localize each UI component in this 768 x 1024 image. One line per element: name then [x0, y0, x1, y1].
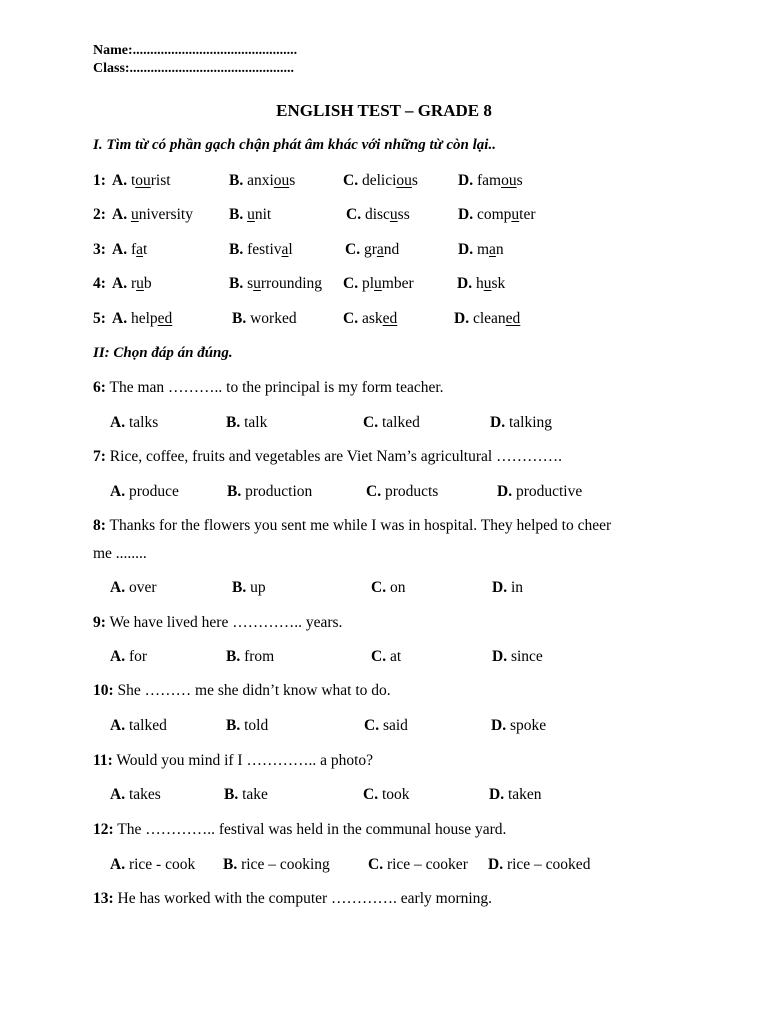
option-a: A. helped — [112, 310, 173, 327]
option-c: C. delicious — [343, 172, 418, 189]
option-d: D. productive — [497, 483, 583, 500]
option-c: C. plumber — [343, 275, 414, 292]
option-a: A. talks — [110, 414, 159, 431]
option-d: D. computer — [458, 206, 536, 223]
option-b: B. festival — [229, 241, 293, 258]
option-c: C. said — [364, 717, 408, 734]
option-d: D. talking — [490, 414, 553, 431]
option-d: D. spoke — [491, 717, 547, 734]
option-a: A. tourist — [112, 172, 171, 189]
option-d: D. since — [492, 648, 543, 665]
option-b: B. up — [232, 579, 266, 596]
question-number: 4: — [93, 275, 106, 292]
option-d: D. husk — [457, 275, 506, 292]
question-stem: 7: Rice, coffee, fruits and vegetables are Viet Nam’s agricultural …………. — [93, 448, 562, 465]
option-b: B. from — [226, 648, 275, 665]
option-d: D. man — [458, 241, 504, 258]
option-b: B. rice – cooking — [223, 856, 330, 873]
option-a: A. fat — [112, 241, 148, 258]
question-stem-continuation: me ........ — [93, 545, 147, 562]
option-a: A. produce — [110, 483, 179, 500]
option-b: B. unit — [229, 206, 272, 223]
option-d: D. in — [492, 579, 524, 596]
option-a: A. over — [110, 579, 157, 596]
question-stem: 11: Would you mind if I ………….. a photo? — [93, 752, 374, 769]
option-c: C. rice – cooker — [368, 856, 468, 873]
option-b: B. worked — [232, 310, 297, 327]
option-d: D. rice – cooked — [488, 856, 591, 873]
option-d: D. taken — [489, 786, 542, 803]
option-c: C. at — [371, 648, 402, 665]
question-stem: 12: The ………….. festival was held in the communal house yard. — [93, 821, 507, 838]
option-c: C. took — [363, 786, 410, 803]
option-c: C. on — [371, 579, 406, 596]
option-d: D. cleaned — [454, 310, 521, 327]
option-a: A. for — [110, 648, 148, 665]
name-field-label: Name:............................................... — [93, 43, 298, 58]
question-stem: 10: She ……… me she didn’t know what to do. — [93, 682, 391, 699]
option-a: A. talked — [110, 717, 167, 734]
option-c: C. talked — [363, 414, 420, 431]
option-a: A. rice - cook — [110, 856, 196, 873]
option-d: D. famous — [458, 172, 523, 189]
option-b: B. told — [226, 717, 269, 734]
option-a: A. university — [112, 206, 193, 223]
option-c: C. products — [366, 483, 439, 500]
option-b: B. anxious — [229, 172, 296, 189]
page-title: ENGLISH TEST – GRADE 8 — [276, 101, 492, 120]
question-number: 2: — [93, 206, 106, 223]
question-stem: 6: The man ……….. to the principal is my form teacher. — [93, 379, 444, 396]
question-number: 5: — [93, 310, 106, 327]
section-2-heading: II: Chọn đáp án đúng. — [93, 345, 233, 361]
option-b: B. talk — [226, 414, 268, 431]
question-number: 1: — [93, 172, 106, 189]
option-a: A. takes — [110, 786, 161, 803]
option-a: A. rub — [112, 275, 152, 292]
option-c: C. discuss — [346, 206, 410, 223]
question-stem: 8: Thanks for the flowers you sent me while I was in hospital. They helped to cheer — [93, 517, 612, 534]
question-stem: 9: We have lived here ………….. years. — [93, 614, 343, 631]
option-c: C. asked — [343, 310, 398, 327]
question-number: 3: — [93, 241, 106, 258]
option-b: B. take — [224, 786, 268, 803]
section-1-heading: I. Tìm từ có phần gạch chận phát âm khác với những từ còn lại.. — [93, 137, 496, 153]
option-b: B. production — [227, 483, 313, 500]
class-field-label: Class:............................................... — [93, 61, 295, 76]
question-stem: 13: He has worked with the computer …………. early morning. — [93, 890, 493, 907]
option-b: B. surrounding — [229, 275, 323, 292]
option-c: C. grand — [345, 241, 400, 258]
